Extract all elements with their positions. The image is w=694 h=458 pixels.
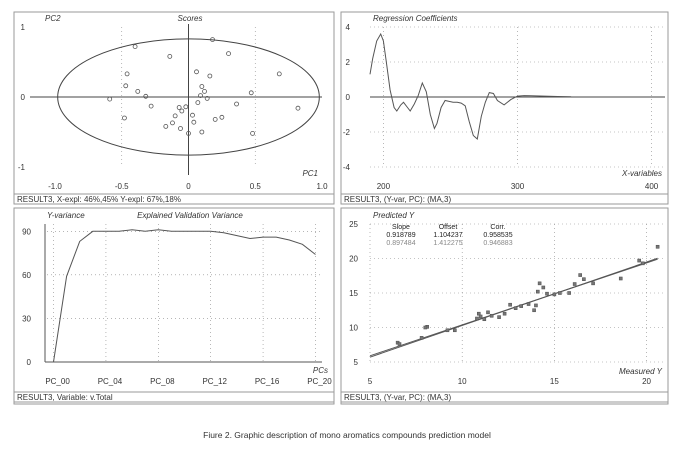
predicted-point (619, 277, 622, 280)
predicted-legend-header: Slope (392, 224, 410, 231)
predicted-point (527, 303, 530, 306)
predicted-point (398, 343, 401, 346)
scores-panel (14, 12, 334, 204)
predicted-y-tick: 10 (349, 323, 358, 333)
variance-y-tick: 30 (22, 314, 31, 324)
predicted-point (424, 326, 427, 329)
figure-caption: Fiure 2. Graphic description of mono aromatics compounds prediction model (203, 430, 491, 440)
variance-y-tick: 0 (26, 358, 31, 367)
predicted-point (534, 304, 537, 307)
predicted-y-tick: 20 (349, 254, 358, 264)
scores-x-tick: -0.5 (114, 182, 129, 191)
predicted-legend-header: Offset (438, 224, 458, 231)
regression-y-tick: 2 (345, 58, 350, 67)
regression-y-tick: 4 (345, 23, 350, 32)
predicted-x-tick: 5 (367, 377, 373, 386)
regression-title: Regression Coefficients (373, 14, 458, 23)
predicted-point (479, 315, 482, 318)
scores-x-tick: 0.5 (249, 182, 261, 191)
predicted-point (538, 282, 541, 285)
variance-status: RESULT3, Variable: v.Total (17, 393, 113, 402)
predicted-legend-cell: 1.412275 (433, 240, 463, 247)
variance-x-tick: PC_16 (254, 377, 280, 386)
scores-x-tick: -1.0 (48, 182, 62, 191)
predicted-point (498, 316, 501, 319)
predicted-point (533, 309, 536, 312)
regression-y-tick: -4 (342, 163, 350, 172)
scores-status: RESULT3, X-expl: 46%,45% Y-expl: 67%,18% (17, 195, 181, 204)
variance-title: Explained Validation Variance (137, 211, 243, 220)
predicted-point (453, 329, 456, 332)
predicted-point (638, 259, 641, 262)
variance-x-tick: PC_00 (45, 377, 70, 386)
predicted-legend-cell: 0.958535 (483, 232, 513, 239)
variance-panel (14, 208, 334, 404)
variance-x-tick: PC_04 (97, 377, 123, 386)
scores-y-tick: 0 (20, 93, 25, 102)
variance-y-tick: 60 (22, 270, 31, 280)
variance-x-axis-label: PCs (312, 366, 328, 375)
regression-status: RESULT3, (Y-var, PC): (MA,3) (344, 195, 452, 204)
variance-x-tick: PC_12 (202, 377, 227, 386)
predicted-point (546, 292, 549, 295)
predicted-point (592, 282, 595, 285)
predicted-x-tick: 15 (549, 377, 559, 386)
predicted-point (514, 307, 517, 310)
regression-x-axis-label: X-variables (621, 169, 662, 178)
regression-x-tick: 200 (376, 182, 391, 191)
predicted-legend-cell: 0.897484 (386, 240, 416, 247)
predicted-legend-cell: 0.946883 (483, 240, 513, 247)
predicted-point (483, 318, 486, 321)
predicted-legend-header: Corr. (490, 224, 506, 231)
predicted-point (553, 293, 556, 296)
variance-x-tick: PC_20 (307, 377, 332, 386)
variance-y-tick: 90 (22, 227, 31, 237)
scores-x-axis-label: PC1 (302, 169, 318, 178)
predicted-point (520, 305, 523, 308)
regression-x-tick: 400 (644, 182, 659, 191)
predicted-point (503, 312, 506, 315)
predicted-y-tick: 25 (349, 220, 358, 229)
scores-title: Scores (177, 14, 203, 23)
predicted-point (656, 245, 659, 248)
predicted-x-tick: 20 (642, 377, 652, 386)
scores-y-tick: -1 (17, 163, 25, 172)
regression-y-tick: 0 (345, 93, 350, 102)
variance-x-tick: PC_08 (150, 377, 175, 386)
predicted-point (582, 278, 585, 281)
predicted-point (475, 317, 478, 320)
predicted-point (509, 303, 512, 306)
predicted-title: Predicted Y (373, 211, 415, 220)
predicted-point (536, 290, 539, 293)
predicted-y-panel (341, 208, 668, 404)
predicted-y-tick: 5 (353, 358, 358, 367)
predicted-point (420, 336, 423, 339)
scores-x-tick: 1.0 (316, 182, 328, 191)
predicted-legend-cell: 1.104237 (433, 232, 463, 239)
predicted-point (568, 292, 571, 295)
predicted-point (558, 292, 561, 295)
predicted-legend-cell: 0.918789 (386, 232, 416, 239)
predicted-point (542, 286, 545, 289)
predicted-point (487, 311, 490, 314)
variance-y-axis-label: Y-variance (47, 211, 85, 220)
scores-x-tick: 0 (186, 182, 191, 191)
predicted-point (579, 274, 582, 277)
predicted-x-tick: 10 (457, 377, 467, 386)
regression-x-tick: 300 (510, 182, 525, 191)
predicted-point (490, 314, 493, 317)
scores-y-tick: 1 (20, 23, 25, 32)
predicted-point (446, 329, 449, 332)
scores-y-axis-label: PC2 (45, 14, 61, 23)
predicted-point (641, 262, 644, 265)
predicted-status: RESULT3, (Y-var, PC): (MA,3) (344, 393, 452, 402)
regression-y-tick: -2 (342, 128, 350, 137)
predicted-point (573, 283, 576, 286)
predicted-x-axis-label: Measured Y (619, 367, 662, 376)
regression-coefficients-panel (341, 12, 668, 204)
predicted-y-tick: 15 (349, 289, 358, 298)
